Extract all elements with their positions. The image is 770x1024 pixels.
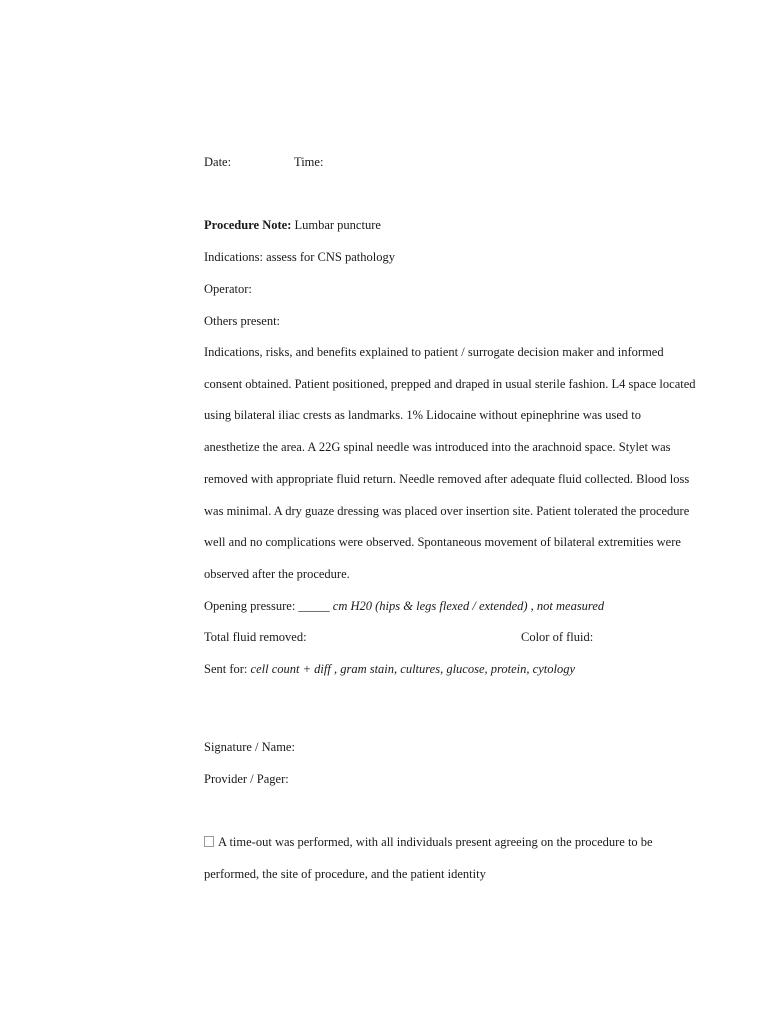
signature-label: Signature / Name: [204, 740, 295, 754]
timeout-line [204, 834, 653, 850]
sent-for-items: cell count + diff , gram stain, cultures, glucose, protein, cytology [250, 662, 576, 676]
time-label: Time: [294, 155, 324, 169]
procedure-note-line [204, 217, 381, 233]
opening-pressure-line [204, 598, 604, 614]
narrative-line: Indications, risks, and benefits explained to patient / surrogate decision maker and informed [204, 345, 664, 359]
timeout-checkbox[interactable] [204, 836, 214, 847]
narrative-line: well and no complications were observed. Spontaneous movement of bilateral extremities were [204, 535, 681, 549]
timeout-text: A time-out was performed, with all individuals present agreeing on the procedure to be [218, 835, 653, 849]
narrative-line: was minimal. A dry guaze dressing was placed over insertion site. Patient tolerated the procedure [204, 504, 690, 518]
provider-pager-label: Provider / Pager: [204, 772, 289, 786]
date-label: Date: [204, 155, 232, 169]
procedure-note-value: Lumbar puncture [291, 218, 381, 232]
color-of-fluid-label: Color of fluid: [521, 630, 594, 644]
narrative-line: observed after the procedure. [204, 567, 350, 581]
procedure-note-label: Procedure Note: [204, 218, 292, 232]
narrative-line: consent obtained. Patient positioned, prepped and draped in usual sterile fashion. L4 space located [204, 377, 696, 391]
opening-pressure-detail: cm H20 (hips & legs flexed / extended) , not measured [332, 599, 605, 613]
narrative-line: anesthetize the area. A 22G spinal needle was introduced into the arachnoid space. Stylet was [204, 440, 671, 454]
sent-for-label: Sent for: [204, 662, 251, 676]
narrative-line: using bilateral iliac crests as landmarks. 1% Lidocaine without epinephrine was used to [204, 408, 642, 422]
timeout-text-continued: performed, the site of procedure, and the patient identity [204, 867, 486, 881]
operator-label: Operator: [204, 282, 252, 296]
narrative-line: removed with appropriate fluid return. Needle removed after adequate fluid collected. Blood loss [204, 472, 690, 486]
others-present-label: Others present: [204, 314, 281, 328]
sent-for-line [204, 661, 575, 677]
opening-pressure-label: Opening pressure: _____ [204, 599, 333, 613]
indications-line: Indications: assess for CNS pathology [204, 250, 395, 264]
total-fluid-label: Total fluid removed: [204, 630, 307, 644]
